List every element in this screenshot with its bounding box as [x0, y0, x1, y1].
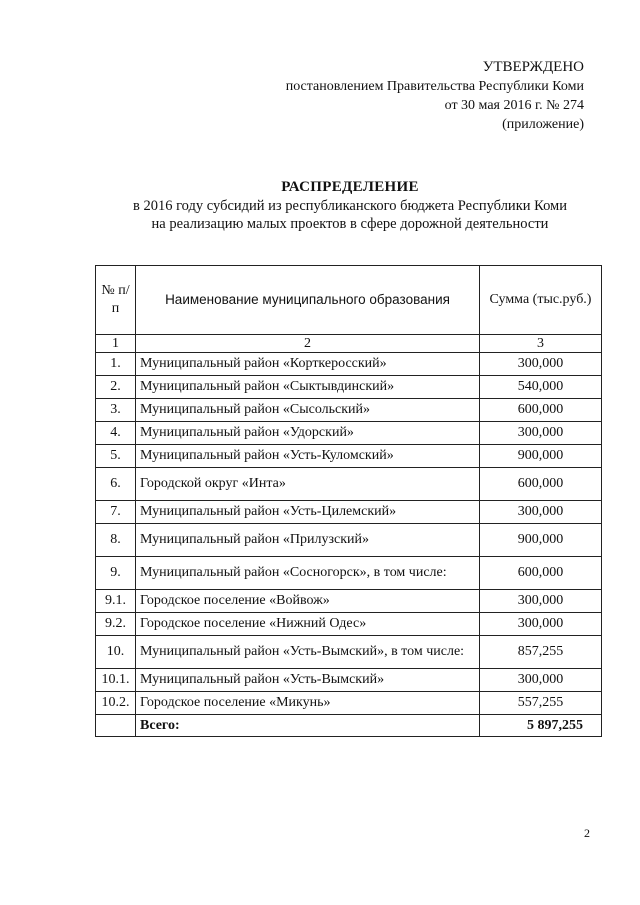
total-label: Всего: — [136, 715, 480, 737]
row-sum: 600,000 — [480, 557, 602, 590]
table-row — [96, 669, 602, 692]
municipality-name: Городское поселение «Войвож» — [136, 590, 480, 613]
table-row — [96, 692, 602, 715]
table-row — [96, 445, 602, 468]
table-row — [96, 376, 602, 399]
approval-word: УТВЕРЖДЕНО — [482, 59, 584, 75]
document-heading — [110, 178, 590, 233]
row-sum: 900,000 — [480, 445, 602, 468]
approval-line-2: от 30 мая 2016 г. № 274 — [444, 98, 584, 113]
row-sum: 540,000 — [480, 376, 602, 399]
municipality-name: Муниципальный район «Усть-Цилемский» — [136, 501, 480, 524]
municipality-name: Муниципальный район «Усть-Куломский» — [136, 445, 480, 468]
row-sum: 600,000 — [480, 399, 602, 422]
row-number: 3. — [96, 399, 136, 422]
document-subtitle-line-2: на реализацию малых проектов в сфере дорожной деятельности — [151, 216, 549, 232]
row-number: 10.2. — [96, 692, 136, 715]
row-sum: 300,000 — [480, 353, 602, 376]
column-number: 1 — [96, 335, 136, 353]
row-number: 9.1. — [96, 590, 136, 613]
total-row — [96, 715, 602, 737]
municipality-name: Муниципальный район «Корткеросский» — [136, 353, 480, 376]
municipality-name: Муниципальный район «Сосногорск», в том числе: — [136, 557, 480, 590]
column-number: 2 — [136, 335, 480, 353]
municipality-name: Городское поселение «Нижний Одес» — [136, 613, 480, 636]
table-row — [96, 422, 602, 445]
row-number: 4. — [96, 422, 136, 445]
page-number: 2 — [584, 826, 590, 840]
total-sum: 5 897,255 — [480, 715, 602, 737]
row-number: 10.1. — [96, 669, 136, 692]
row-number: 1. — [96, 353, 136, 376]
document-subtitle-line-1: в 2016 году субсидий из республиканского бюджета Республики Коми — [133, 198, 567, 214]
approval-block — [286, 58, 584, 134]
table-row — [96, 468, 602, 501]
row-number: 8. — [96, 524, 136, 557]
document-title: РАСПРЕДЕЛЕНИЕ — [281, 179, 419, 195]
table-row — [96, 557, 602, 590]
approval-line-3: (приложение) — [502, 117, 584, 132]
row-number: 6. — [96, 468, 136, 501]
table-row — [96, 501, 602, 524]
municipality-name: Муниципальный район «Прилузский» — [136, 524, 480, 557]
table-header-row — [96, 266, 602, 335]
table-row — [96, 399, 602, 422]
table-row — [96, 590, 602, 613]
header-number: № п/п — [96, 266, 136, 335]
header-sum: Сумма (тыс.руб.) — [480, 266, 602, 335]
row-sum: 857,255 — [480, 636, 602, 669]
row-sum: 300,000 — [480, 669, 602, 692]
row-number: 5. — [96, 445, 136, 468]
row-sum: 300,000 — [480, 613, 602, 636]
total-empty-cell — [96, 715, 136, 737]
row-sum: 900,000 — [480, 524, 602, 557]
approval-line-1: постановлением Правительства Республики Коми — [285, 79, 584, 94]
row-number: 7. — [96, 501, 136, 524]
row-sum: 300,000 — [480, 590, 602, 613]
column-number: 3 — [480, 335, 602, 353]
municipality-name: Муниципальный район «Удорский» — [136, 422, 480, 445]
row-number: 10. — [96, 636, 136, 669]
table-row — [96, 613, 602, 636]
municipality-name: Городское поселение «Микунь» — [136, 692, 480, 715]
municipality-name: Муниципальный район «Сысольский» — [136, 399, 480, 422]
row-sum: 300,000 — [480, 501, 602, 524]
row-number: 9. — [96, 557, 136, 590]
table-row — [96, 524, 602, 557]
distribution-table — [95, 265, 602, 737]
column-number-row — [96, 335, 602, 353]
row-sum: 300,000 — [480, 422, 602, 445]
municipality-name: Муниципальный район «Усть-Вымский» — [136, 669, 480, 692]
table-row — [96, 353, 602, 376]
row-number: 9.2. — [96, 613, 136, 636]
municipality-name: Муниципальный район «Сыктывдинский» — [136, 376, 480, 399]
row-number: 2. — [96, 376, 136, 399]
municipality-name: Муниципальный район «Усть-Вымский», в том числе: — [136, 636, 480, 669]
row-sum: 600,000 — [480, 468, 602, 501]
row-sum: 557,255 — [480, 692, 602, 715]
header-name: Наименование муниципального образования — [136, 266, 480, 335]
municipality-name: Городской округ «Инта» — [136, 468, 480, 501]
table-row — [96, 636, 602, 669]
